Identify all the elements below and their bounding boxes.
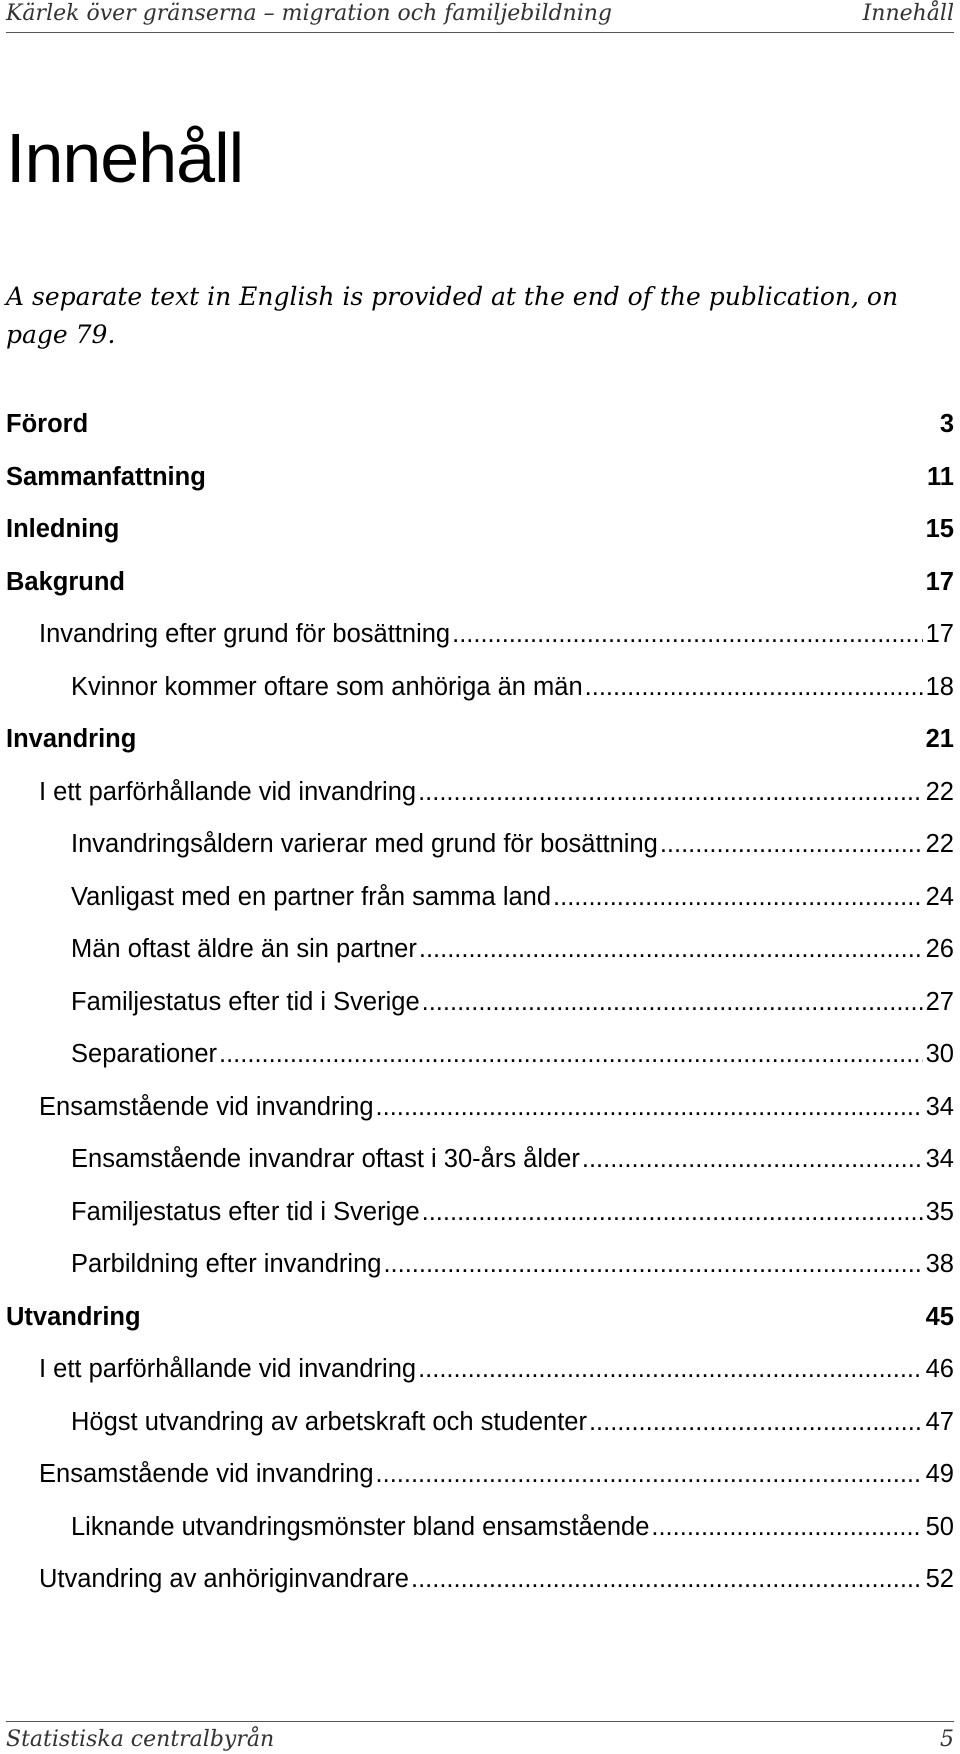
toc-section-entry[interactable] xyxy=(6,1565,954,1618)
toc-chapter-entry[interactable] xyxy=(6,568,954,621)
toc-dot-leader xyxy=(660,830,923,859)
toc-entry-page: 47 xyxy=(925,1407,954,1436)
toc-dot-leader xyxy=(585,673,923,702)
toc-entry-page: 27 xyxy=(925,987,954,1016)
toc-chapter-entry[interactable] xyxy=(6,463,954,516)
toc-entry-page: 46 xyxy=(925,1355,954,1383)
page-number: 5 xyxy=(940,1727,954,1752)
toc-section-entry[interactable] xyxy=(6,1093,954,1146)
english-text-note: A separate text in English is provided at the end of the publication, on page 79. xyxy=(6,282,899,349)
toc-dot-leader xyxy=(589,1408,923,1437)
toc-entry-page: 24 xyxy=(925,882,954,911)
toc-entry-page: 17 xyxy=(925,620,954,648)
toc-entry-title: Bakgrund xyxy=(6,567,126,596)
toc-entry-page: 34 xyxy=(925,1145,954,1173)
toc-entry-title: Kvinnor kommer oftare som anhöriga än män xyxy=(71,672,583,701)
toc-entry-title: Invandring xyxy=(6,725,137,753)
toc-dot-leader xyxy=(651,1513,922,1542)
toc-entry-title: Liknande utvandringsmönster bland ensamstående xyxy=(71,1512,650,1541)
toc-entry-page: 35 xyxy=(925,1197,954,1226)
toc-section-entry[interactable] xyxy=(6,1460,954,1513)
publication-title: Kärlek över gränserna – migration och familjebildning xyxy=(6,1,612,26)
toc-entry-page: 38 xyxy=(925,1250,954,1278)
toc-section-entry[interactable] xyxy=(6,1408,954,1461)
toc-entry-page: 26 xyxy=(925,935,954,963)
toc-entry-title: Parbildning efter invandring xyxy=(71,1250,382,1278)
toc-dot-leader xyxy=(418,778,923,807)
table-of-contents xyxy=(6,410,954,1618)
toc-dot-leader xyxy=(376,1460,923,1489)
toc-entry-title: Män oftast äldre än sin partner xyxy=(71,935,417,963)
toc-dot-leader xyxy=(411,1565,923,1594)
toc-section-entry[interactable] xyxy=(6,620,954,673)
toc-entry-title: Ensamstående invandrar oftast i 30-års ålder xyxy=(71,1145,580,1173)
toc-entry-page: 49 xyxy=(925,1460,954,1488)
toc-entry-title: Invandringsåldern varierar med grund för bosättning xyxy=(71,830,658,858)
toc-entry-page: 3 xyxy=(939,410,954,438)
toc-entry-page: 11 xyxy=(927,462,954,491)
toc-dot-leader xyxy=(553,883,923,912)
toc-section-entry[interactable] xyxy=(6,935,954,988)
toc-entry-title: Vanligast med en partner från samma land xyxy=(71,882,552,911)
toc-entry-page: 21 xyxy=(925,725,954,753)
toc-entry-page: 15 xyxy=(925,515,954,543)
toc-dot-leader xyxy=(422,1198,923,1227)
toc-entry-title: Ensamstående vid invandring xyxy=(39,1460,374,1488)
toc-chapter-entry[interactable] xyxy=(6,410,954,463)
toc-dot-leader xyxy=(383,1250,922,1279)
toc-entry-page: 45 xyxy=(925,1302,954,1331)
toc-entry-title: Ensamstående vid invandring xyxy=(39,1092,374,1121)
running-footer xyxy=(6,1721,954,1754)
toc-dot-leader xyxy=(422,988,923,1017)
section-label: Innehåll xyxy=(862,1,954,26)
toc-entry-title: Utvandring xyxy=(6,1302,141,1331)
page-title: Innehåll xyxy=(6,119,244,197)
toc-entry-page: 22 xyxy=(925,777,954,806)
toc-entry-title: I ett parförhållande vid invandring xyxy=(39,1355,417,1383)
toc-section-entry[interactable] xyxy=(6,1513,954,1566)
toc-entry-title: Sammanfattning xyxy=(6,462,206,491)
toc-chapter-entry[interactable] xyxy=(6,515,954,568)
toc-section-entry[interactable] xyxy=(6,883,954,936)
toc-entry-page: 52 xyxy=(925,1565,954,1593)
toc-section-entry[interactable] xyxy=(6,988,954,1041)
toc-section-entry[interactable] xyxy=(6,673,954,726)
running-header xyxy=(6,0,954,33)
toc-dot-leader xyxy=(219,1040,923,1069)
toc-chapter-entry[interactable] xyxy=(6,1303,954,1356)
toc-section-entry[interactable] xyxy=(6,1198,954,1251)
publisher-name: Statistiska centralbyrån xyxy=(6,1727,275,1752)
toc-dot-leader xyxy=(582,1145,923,1174)
toc-section-entry[interactable] xyxy=(6,1355,954,1408)
toc-entry-title: Högst utvandring av arbetskraft och studenter xyxy=(71,1407,587,1436)
toc-entry-page: 18 xyxy=(925,672,954,701)
toc-entry-title: Förord xyxy=(6,410,89,438)
toc-entry-page: 50 xyxy=(925,1512,954,1541)
toc-section-entry[interactable] xyxy=(6,1040,954,1093)
toc-section-entry[interactable] xyxy=(6,830,954,883)
toc-entry-title: Familjestatus efter tid i Sverige xyxy=(71,1197,420,1226)
toc-entry-page: 30 xyxy=(925,1040,954,1068)
toc-entry-title: Utvandring av anhöriginvandrare xyxy=(39,1565,409,1593)
toc-dot-leader xyxy=(418,1355,923,1384)
toc-entry-title: Separationer xyxy=(71,1040,218,1068)
toc-dot-leader xyxy=(376,1093,923,1122)
toc-entry-title: Invandring efter grund för bosättning xyxy=(39,620,451,648)
toc-entry-title: Familjestatus efter tid i Sverige xyxy=(71,987,420,1016)
toc-entry-page: 22 xyxy=(925,830,954,858)
toc-entry-page: 34 xyxy=(925,1092,954,1121)
toc-section-entry[interactable] xyxy=(6,1250,954,1303)
toc-entry-page: 17 xyxy=(925,567,954,596)
toc-section-entry[interactable] xyxy=(6,778,954,831)
toc-dot-leader xyxy=(452,620,923,649)
toc-dot-leader xyxy=(419,935,923,964)
toc-section-entry[interactable] xyxy=(6,1145,954,1198)
toc-entry-title: Inledning xyxy=(6,515,120,543)
toc-entry-title: I ett parförhållande vid invandring xyxy=(39,777,417,806)
toc-chapter-entry[interactable] xyxy=(6,725,954,778)
